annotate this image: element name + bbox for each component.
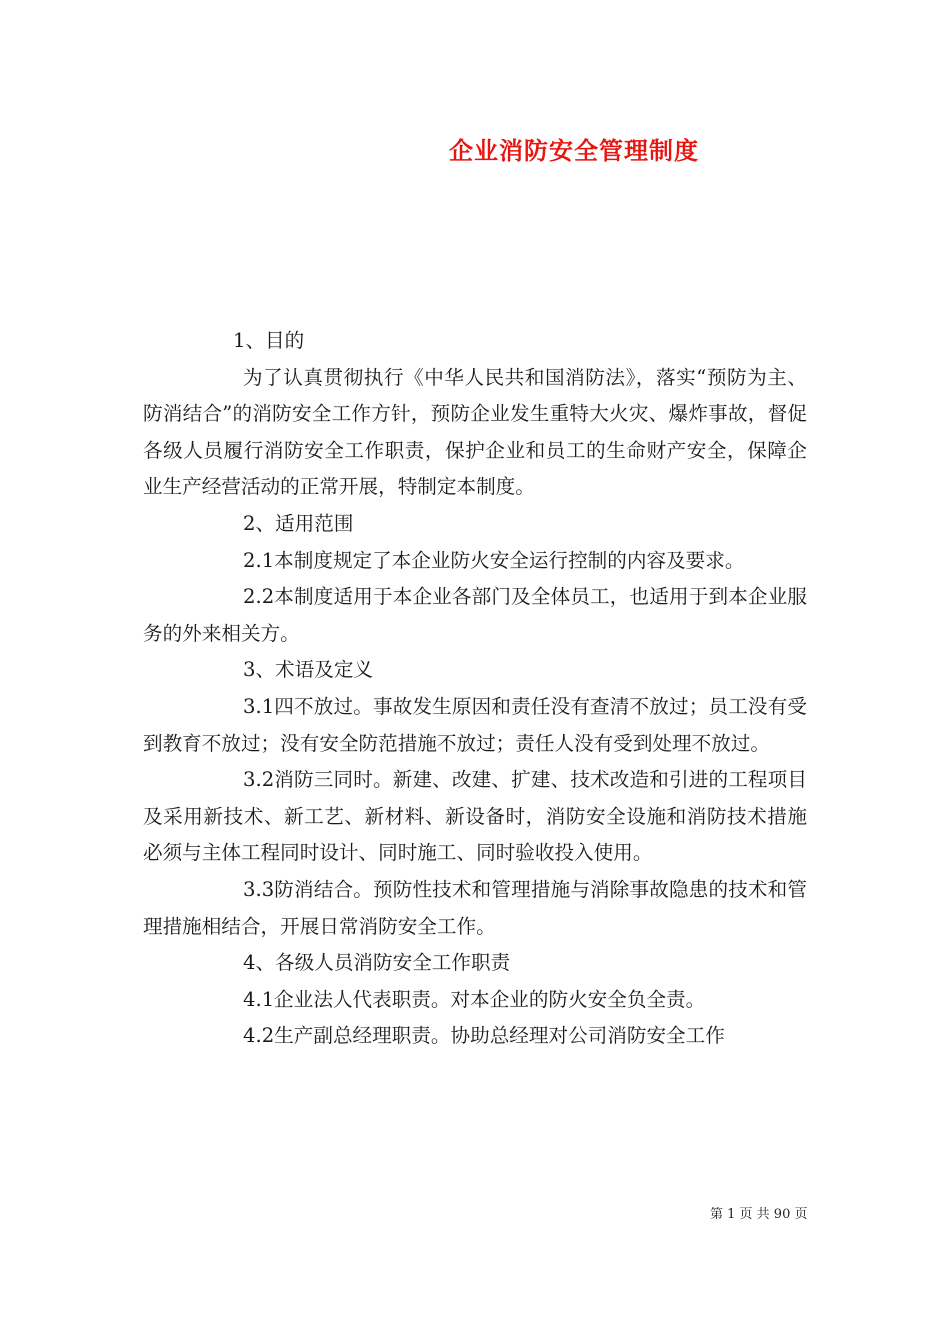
paragraph-4-2: 4.2生产副总经理职责。协助总经理对公司消防安全工作	[243, 1024, 725, 1048]
paragraph-4-1: 4.1企业法人代表职责。对本企业的防火安全负全责。	[243, 987, 706, 1011]
paragraph-2-2: 2.2本制度适用于本企业各部门及全体员工，也适用于到本企业服务的外来相关方。	[143, 585, 807, 645]
paragraph-2-1: 2.1本制度规定了本企业防火安全运行控制的内容及要求。	[243, 548, 745, 572]
paragraph-3-1: 3.1四不放过。事故发生原因和责任没有查清不放过；员工没有受到教育不放过；没有安全防范措施不放过；责任人没有受到处理不放过。	[143, 694, 807, 755]
document-title: 企业消防安全管理制度	[449, 136, 699, 165]
paragraph-3-3: 3.3防消结合。预防性技术和管理措施与消除事故隐患的技术和管理措施相结合，开展日常消防安全工作。	[143, 877, 807, 938]
section-heading-terms: 3、术语及定义	[243, 658, 374, 682]
page-number-footer: 第 1 页 共 90 页	[710, 1207, 808, 1222]
section-heading-duties: 4、各级人员消防安全工作职责	[243, 951, 511, 975]
document-body	[143, 323, 807, 1055]
section-heading-purpose: 1、目的	[233, 329, 305, 352]
paragraph-purpose: 为了认真贯彻执行《中华人民共和国消防法》，落实“预防为主、防消结合”的消防安全工作方针，预防企业发生重特大火灾、爆炸事故，督促各级人员履行消防安全工作职责，保护企业和员工的生命财产安全，保障企业生产经营活动的正常开展，特制定本制度。	[143, 365, 807, 499]
section-heading-scope: 2、适用范围	[243, 511, 354, 535]
paragraph-3-2: 3.2消防三同时。新建、改建、扩建、技术改造和引进的工程项目及采用新技术、新工艺、新材料、新设备时，消防安全设施和消防技术措施必须与主体工程同时设计、同时施工、同时验收投入使用。	[143, 768, 807, 865]
